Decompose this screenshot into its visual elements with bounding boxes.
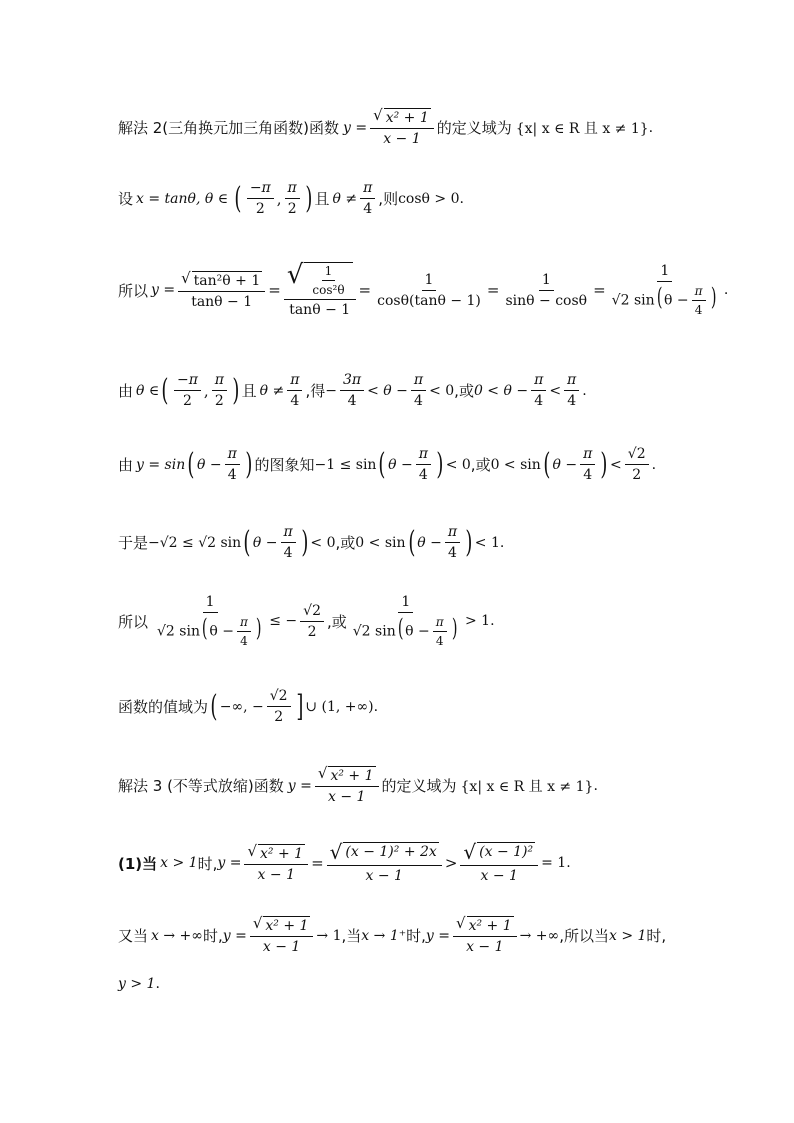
math-x-gt-1: x > 1 <box>160 855 198 871</box>
fraction-step-5: 1 √2 sin( θ − $\frac{\pi}{4}$ ) <box>611 263 717 317</box>
fraction-pi-4: $\frac{\pi}{4}$ <box>416 446 431 483</box>
period: . <box>459 190 464 207</box>
fraction-3pi-4: $\frac{3\pi}{4}$ <box>340 372 364 409</box>
paren-left: ( <box>243 524 251 560</box>
paren-left: ( <box>161 372 169 408</box>
math-y-eq: y = <box>287 777 312 794</box>
fraction-pi-4: $\frac{\pi}{4}$ <box>225 446 240 483</box>
fraction-b: √ (x − 1)² + 2x x − 1 <box>327 842 442 884</box>
paren-right: ) <box>436 446 444 482</box>
math-theta-minus: θ − <box>552 456 578 473</box>
period: . <box>651 456 657 473</box>
math-union: ∪ (1, +∞) <box>305 698 374 715</box>
line-11 <box>118 916 754 955</box>
fraction-step-1: √ tan²θ + 1 tanθ − 1 <box>178 271 265 310</box>
math-y-eq: y = <box>343 119 368 136</box>
math-lt-zero: < 0 <box>429 382 455 399</box>
line-1 <box>118 108 754 147</box>
math-lt-zero: < 0 <box>310 534 336 551</box>
fraction-pi-4: $\frac{\pi}{4}$ <box>281 524 296 561</box>
fraction-pi-4: $\frac{\pi}{4}$ <box>360 180 375 217</box>
math-y-eq: y = <box>222 927 247 944</box>
math-cos-positive: cosθ > 0 <box>398 190 460 207</box>
fraction-pi-2: $\frac{\pi}{2}$ <box>212 372 227 409</box>
text-when-3: 时, <box>406 927 426 945</box>
math-domain-set: {x| x ∈ R 且 x ≠ 1} <box>460 778 594 795</box>
text-or: ,或 <box>326 612 347 631</box>
math-ineq-a: −√2 ≤ √2 sin <box>148 534 242 551</box>
paren-right: ) <box>600 446 608 482</box>
math-ineq-a: −1 ≤ sin <box>314 456 377 473</box>
fraction-a: √ x² + 1 x − 1 <box>250 916 314 955</box>
line-8 <box>118 688 754 725</box>
text-from: 由 <box>118 382 134 400</box>
text-or: ,或 <box>454 382 474 400</box>
period: . <box>155 976 160 992</box>
paren-left: ( <box>407 524 415 560</box>
text-therefore: 所以 <box>118 612 149 631</box>
fraction-sqrt2-2: $\frac{√2}{2}$ <box>300 603 324 640</box>
fraction-reciprocal-a: 1 √2 sin( θ − $\frac{\pi}{4}$ ) <box>157 594 262 648</box>
paren-right: ) <box>245 446 253 482</box>
line-7 <box>118 594 754 648</box>
paren-right: ) <box>305 180 313 216</box>
fraction-pi-4: $\frac{\pi}{4}$ <box>411 372 426 409</box>
math-to-one: → 1 <box>316 927 342 944</box>
fraction-neg-pi-2: $\frac{-\pi}{2}$ <box>174 372 201 409</box>
math-lt-zero: < 0 <box>445 456 471 473</box>
period: . <box>648 119 654 136</box>
period: . <box>593 777 598 794</box>
fraction-pi-4: $\frac{\pi}{4}$ <box>445 524 460 561</box>
math-eq-one: = 1 <box>541 855 567 871</box>
text-then: ,则 <box>378 190 399 208</box>
text-get: ,得 <box>305 382 326 400</box>
paren-right: ) <box>232 372 240 408</box>
paren-left: ( <box>210 688 218 724</box>
math-ineq-b: 0 < sin <box>490 456 541 473</box>
fraction-step-3: $\frac{1}{\cos\theta(\tan\theta - 1)}$ <box>377 271 481 309</box>
line-9 <box>118 766 754 805</box>
line-12 <box>118 976 754 992</box>
text-graph-shows: 的图象知 <box>254 456 315 474</box>
math-x-gt-1: x > 1 <box>608 927 647 944</box>
fraction-pi-4: $\frac{\pi}{4}$ <box>580 446 595 483</box>
period: . <box>566 855 571 871</box>
text-solution-2-intro: 解法 2(三角换元加三角函数)函数 <box>118 119 340 137</box>
text-when: 时, <box>202 927 223 945</box>
period: . <box>490 613 495 629</box>
text-domain-is: 的定义域为 <box>436 119 512 137</box>
math-to-inf: → +∞ <box>519 927 560 944</box>
text-solution-3-intro: 解法 3 (不等式放缩)函数 <box>118 777 284 795</box>
math-y-gt-1: y > 1 <box>118 976 156 992</box>
text-when-4: 时, <box>646 927 667 945</box>
fraction-a: √ x² + 1 x − 1 <box>244 844 308 883</box>
paren-left: ( <box>234 180 242 216</box>
fraction-reciprocal-b: 1 √2 sin( θ − $\frac{\pi}{4}$ ) <box>352 594 458 648</box>
math-ineq-2: 0 < θ − <box>473 382 529 399</box>
text-when-2: ,当 <box>341 927 362 945</box>
paren-left: ( <box>543 446 551 482</box>
fraction-pi-4: $\frac{\pi}{4}$ <box>287 372 302 409</box>
text-and: 且 <box>241 382 257 400</box>
math-lt: < <box>610 456 622 473</box>
frac-denominator: x − 1 <box>383 131 421 147</box>
fraction-step-2: √ $\frac{1}{\text{cos²θ}}$ tanθ − 1 <box>284 262 356 318</box>
line-2: 设 x = tanθ, θ ∈ ( $\frac{-\pi}{2}$ , $\frac{\pi}{2}$ ) 且 θ ≠ $\frac{\pi}{4}$ ,则 cosθ > 0 . <box>118 180 464 217</box>
frac-numerator: x² + 1 <box>385 110 429 126</box>
paren-left: ( <box>378 446 386 482</box>
text-therefore: 所以 <box>118 281 149 300</box>
fraction-pi-4: $\frac{\pi}{4}$ <box>564 372 579 409</box>
math-x-to-inf: x → +∞ <box>151 927 203 944</box>
paren-left: ( <box>187 446 195 482</box>
text-when: 时, <box>197 854 218 873</box>
math-theta-neq: θ ≠ <box>332 190 358 207</box>
line-10: (1)当 x > 1 时, y = √ x² + 1 x − 1 = √ (x − 1)² + 2x x − 1 > √ (x − 1)² x − 1 = 1 . <box>118 840 571 884</box>
text-from: 由 <box>118 456 134 474</box>
math-ineq-b: 0 < sin <box>355 534 406 551</box>
line-5 <box>118 446 754 483</box>
fraction-c: √ (x − 1)² x − 1 <box>460 842 538 884</box>
math-neg-inf: −∞, − <box>219 698 264 715</box>
math-gt-one: > 1 <box>464 613 491 629</box>
math-lt-theta: < θ − <box>367 382 408 399</box>
math-y-eq: y = <box>151 282 176 298</box>
fraction-sqrt2-2: $\frac{√2}{2}$ <box>625 446 649 483</box>
math-theta-neq: θ ≠ <box>259 382 285 399</box>
fraction-b: √ x² + 1 x − 1 <box>453 916 517 955</box>
paren-right: ) <box>465 524 473 560</box>
text-let: 设 <box>118 190 134 208</box>
text-also-when: 又当 <box>118 927 149 945</box>
period: . <box>499 534 505 551</box>
text-case-1: (1)当 <box>118 854 158 873</box>
period: . <box>373 698 379 715</box>
text-range-is: 函数的值域为 <box>118 698 209 716</box>
math-theta-in: θ ∈ <box>136 382 160 399</box>
text-and: 且 <box>314 190 330 208</box>
text-domain-is: 的定义域为 <box>381 777 457 795</box>
line-3: 所以 y = √ tan²θ + 1 tanθ − 1 = √ $\frac{1}{\text{cos²θ}}$ tanθ − 1 = $\frac{1}{\cos\theta(\tan\theta - 1)}$ = $\frac{1}{\sin\theta - \cos\theta}$ = 1 √2 sin( θ − $\frac{\pi}{4}$ ) . <box>118 260 729 318</box>
paren-right: ) <box>301 524 309 560</box>
math-theta-minus: θ − <box>388 456 413 473</box>
fraction-step-4: $\frac{1}{\sin\theta - \cos\theta}$ <box>505 271 588 309</box>
math-x-to-1plus: x → 1⁺ <box>361 927 407 944</box>
text-thus: 于是 <box>118 534 149 552</box>
text-or: ,或 <box>470 456 491 474</box>
math-y-sin: y = sin <box>136 456 186 473</box>
fraction-pi-4: $\frac{\pi}{4}$ <box>531 372 546 409</box>
math-theta-minus: θ − <box>252 534 278 551</box>
text-or: ,或 <box>335 534 356 552</box>
fraction-neg-pi-2: $\frac{-\pi}{2}$ <box>247 180 274 217</box>
fraction-sqrt2-2: $\frac{√2}{2}$ <box>267 688 291 725</box>
text-so-when: ,所以当 <box>559 927 609 945</box>
period: . <box>723 282 729 298</box>
line-4: 由 θ ∈ ( $\frac{-\pi}{2}$ , $\frac{\pi}{2}$ ) 且 θ ≠ $\frac{\pi}{4}$ ,得 − $\frac{3\pi}{4}$ < θ − $\frac{\pi}{4}$ < 0 ,或 0 < θ − $\frac{\pi}{4}$ < $\frac{\pi}{4}$ . <box>118 372 587 409</box>
math-theta-minus: θ − <box>196 456 222 473</box>
bracket-right: ] <box>295 688 303 724</box>
line-6 <box>118 524 754 561</box>
math-theta-minus: θ − <box>417 534 442 551</box>
math-y-eq: y = <box>425 927 450 944</box>
math-substitution: x = tanθ, θ ∈ <box>136 190 229 207</box>
math-leq-neg: ≤ − <box>269 613 298 629</box>
fraction-y-def: √ x² + 1 x − 1 <box>315 766 379 805</box>
period: . <box>582 382 587 399</box>
fraction-pi-2: $\frac{\pi}{2}$ <box>285 180 300 217</box>
math-lt-one: < 1 <box>474 534 500 551</box>
math-domain-set: {x| x ∈ R 且 x ≠ 1} <box>515 120 649 137</box>
math-lt: < <box>549 382 562 399</box>
math-y-eq: y = <box>217 855 242 871</box>
fraction-y-def: √ x² + 1 x − 1 <box>370 108 434 147</box>
math-ineq-1: − <box>325 382 337 399</box>
